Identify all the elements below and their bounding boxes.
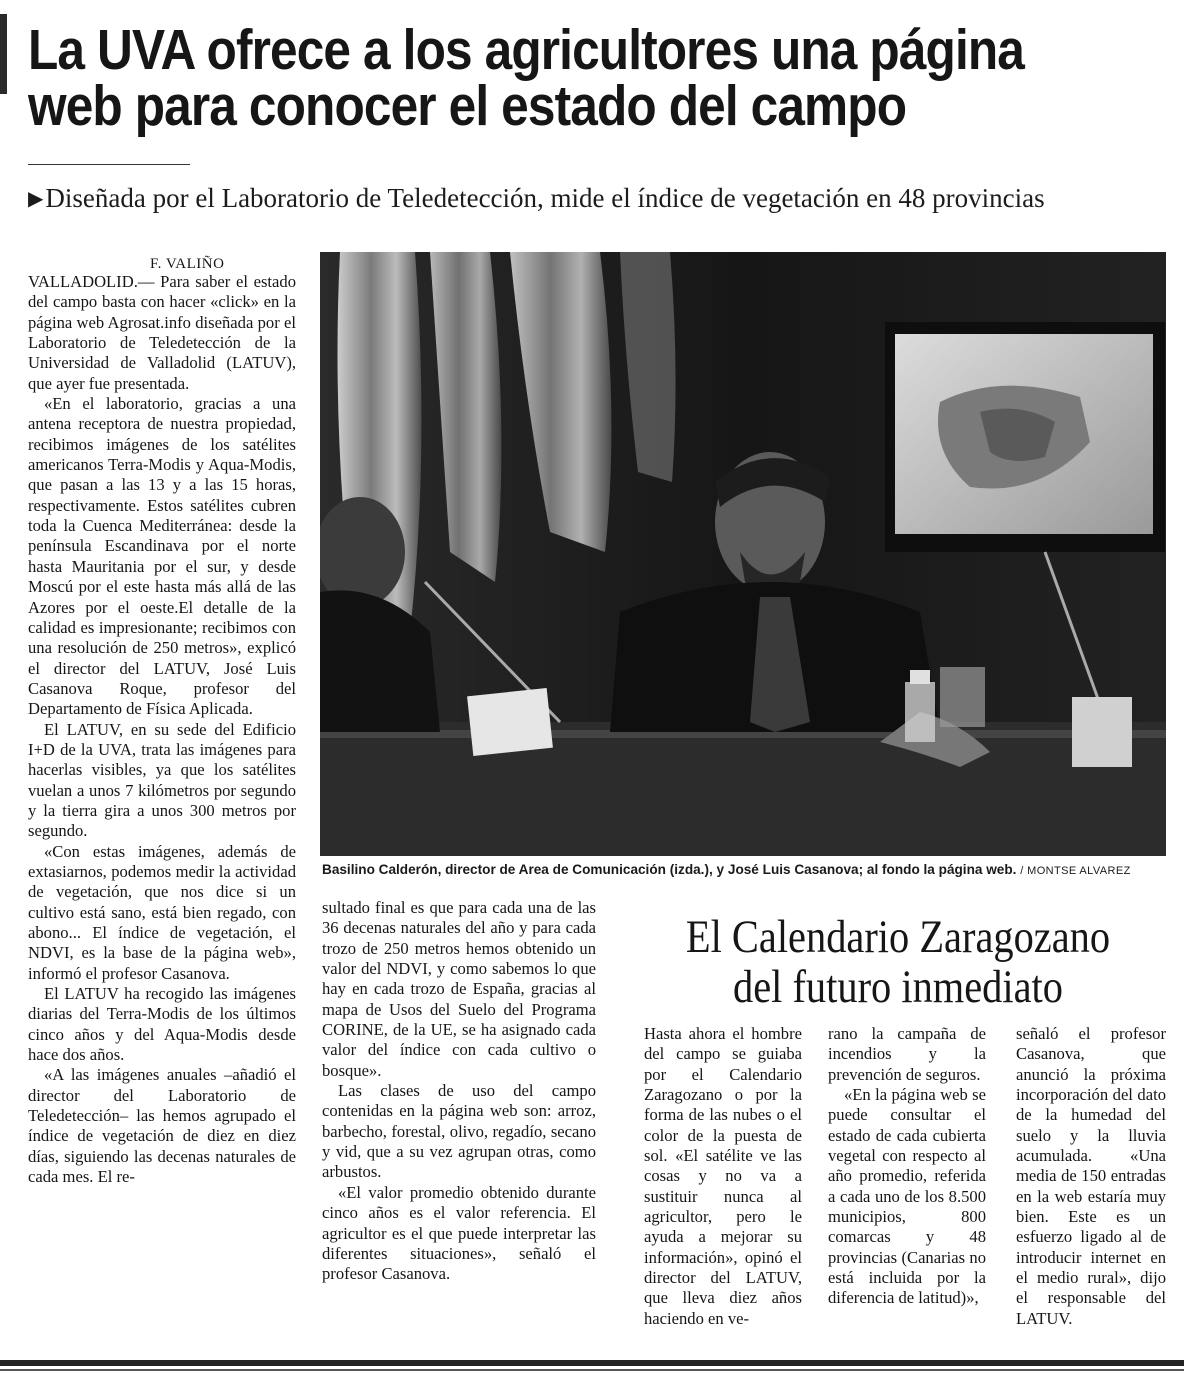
subheadline — [28, 182, 1178, 215]
paragraph: «En la página web se puede consultar el estado de cada cubierta vegetal con respecto al año promedio, referida a cada uno de los 8.500 municipios, 800 comarcas y 48 provincias (Canarias no está incluida por la diferencia de latitud)», — [828, 1085, 986, 1308]
paragraph: sultado final es que para cada una de las 36 decenas naturales del año y para cada trozo de 250 metros hemos obtenido un valor del NDVI, y como sabemos lo que hay en cada trozo de España, gracias al mapa de Usos del Suelo del Programa CORINE, de la UE, se ha asignado cada valor del índice con cada cultivo o bosque». — [322, 898, 596, 1080]
sidebar-headline-line-2: del futuro inmediato — [732, 961, 1063, 1013]
paragraph: VALLADOLID.— Para saber el estado del campo basta con hacer «click» en la página web Agrosat.info diseñada por el Laboratorio de Teledetección de la Universidad de Valladolid (LATUV), que ayer fue presentada. — [28, 272, 296, 393]
sidebar-headline — [654, 912, 1142, 1012]
sidebar-headline-line-1: El Calendario Zaragozano — [685, 911, 1111, 963]
paragraph: Hasta ahora el hombre del campo se guiaba por el Calendario Zaragozano o por la forma de las nubes o el color de la puesta de sol. «El satélite ve las cosas y no va a sustituir nunca al agricultor, pero le ayuda a mejorar su información», opinó el director del LATUV, que lleva diez años haciendo en ve- — [644, 1024, 802, 1328]
caption-text: Basilino Calderón, director de Area de Comunicación (izda.), y José Luis Casanova; al fondo la página web. — [322, 862, 1017, 877]
headline-line-2: web para conocer el estado del campo — [28, 74, 907, 138]
paragraph: señaló el profesor Casanova, que anunció la próxima incorporación del dato de la humedad del suelo y la lluvia acumulada. «Una media de 150 entradas en la web estaría muy bien. Este es un esfuerzo ligado al de introducir internet en el medio rural», dijo el responsable del LATUV. — [1016, 1024, 1166, 1328]
paragraph: «Con estas imágenes, además de extasiarnos, podemos medir la actividad de vegetación, que nos dice si un cultivo está sano, está bien regado, con abono... El índice de vegetación, el NDVI, es la base de la página web», informó el profesor Casanova. — [28, 841, 296, 983]
paragraph: rano la campaña de incendios y la prevención de seguros. — [828, 1024, 986, 1084]
headline-line-1: La UVA ofrece a los agricultores una página — [28, 18, 1025, 82]
paragraph: «En el laboratorio, gracias a una antena receptora de nuestra propiedad, recibimos imágenes de los satélites americanos Terra-Modis y Aqua-Modis, que pasan a las 13 y a las 15 horas, respectivamente. Estos satélites cubren toda la Cuenca Mediterránea: desde la península Escandinava por el norte hasta Mauritania por el sur, y desde Moscú por el este hasta más allá de las Azores por el oeste.El detalle de la calidad es impresionante; recibimos con una resolución de 250 metros», explicó el director del LATUV, José Luis Casanova Roque, profesor del Departamento de Física Aplicada. — [28, 394, 296, 719]
paragraph: Las clases de uso del campo contenidas en la página web son: arroz, barbecho, forestal, olivo, regadío, secano y vid, que a su vez agrupan otras, como arbustos. — [322, 1081, 596, 1182]
margin-bar — [0, 14, 7, 94]
headline-rule — [28, 164, 190, 165]
sidebar-column-2 — [828, 1024, 986, 1309]
sidebar-column-3 — [1016, 1024, 1166, 1329]
sidebar-column-1 — [644, 1024, 802, 1329]
article-column-2 — [322, 898, 596, 1285]
photo-credit: / MONTSE ALVAREZ — [1020, 865, 1131, 877]
triangle-bullet-icon: ▶ — [28, 188, 44, 210]
paragraph: «El valor promedio obtenido durante cinco años es el valor referencia. El agricultor es el que puede interpretar las diferentes situaciones», señaló el profesor Casanova. — [322, 1182, 596, 1284]
headline — [28, 18, 1029, 138]
article-column-1 — [28, 272, 296, 1187]
byline: F. VALIÑO — [150, 256, 225, 272]
paragraph: «A las imágenes anuales –añadió el director del Laboratorio de Teledetección– las hemos agrupado el índice de vegetación de diez en diez días, siguiendo las decenas naturales de cada mes. El re- — [28, 1065, 296, 1187]
paragraph: El LATUV ha recogido las imágenes diarias del Terra-Modis de los últimos cinco años y del Aqua-Modis desde hace dos años. — [28, 984, 296, 1065]
subheadline-text: Diseñada por el Laboratorio de Teledetección, mide el índice de vegetación en 48 provincias — [45, 183, 1045, 213]
bottom-rule-thin — [0, 1369, 1184, 1371]
bottom-rule — [0, 1360, 1184, 1366]
press-conference-photo — [320, 252, 1166, 856]
photo-illustration — [320, 252, 1166, 856]
paragraph: El LATUV, en su sede del Edificio I+D de la UVA, trata las imágenes para hacerlas visibles, ya que los satélites vuelan a unos 7 kilómetros por segundo y la tierra gira a unos 300 metros por segundo. — [28, 719, 296, 841]
photo-caption — [322, 862, 1172, 877]
